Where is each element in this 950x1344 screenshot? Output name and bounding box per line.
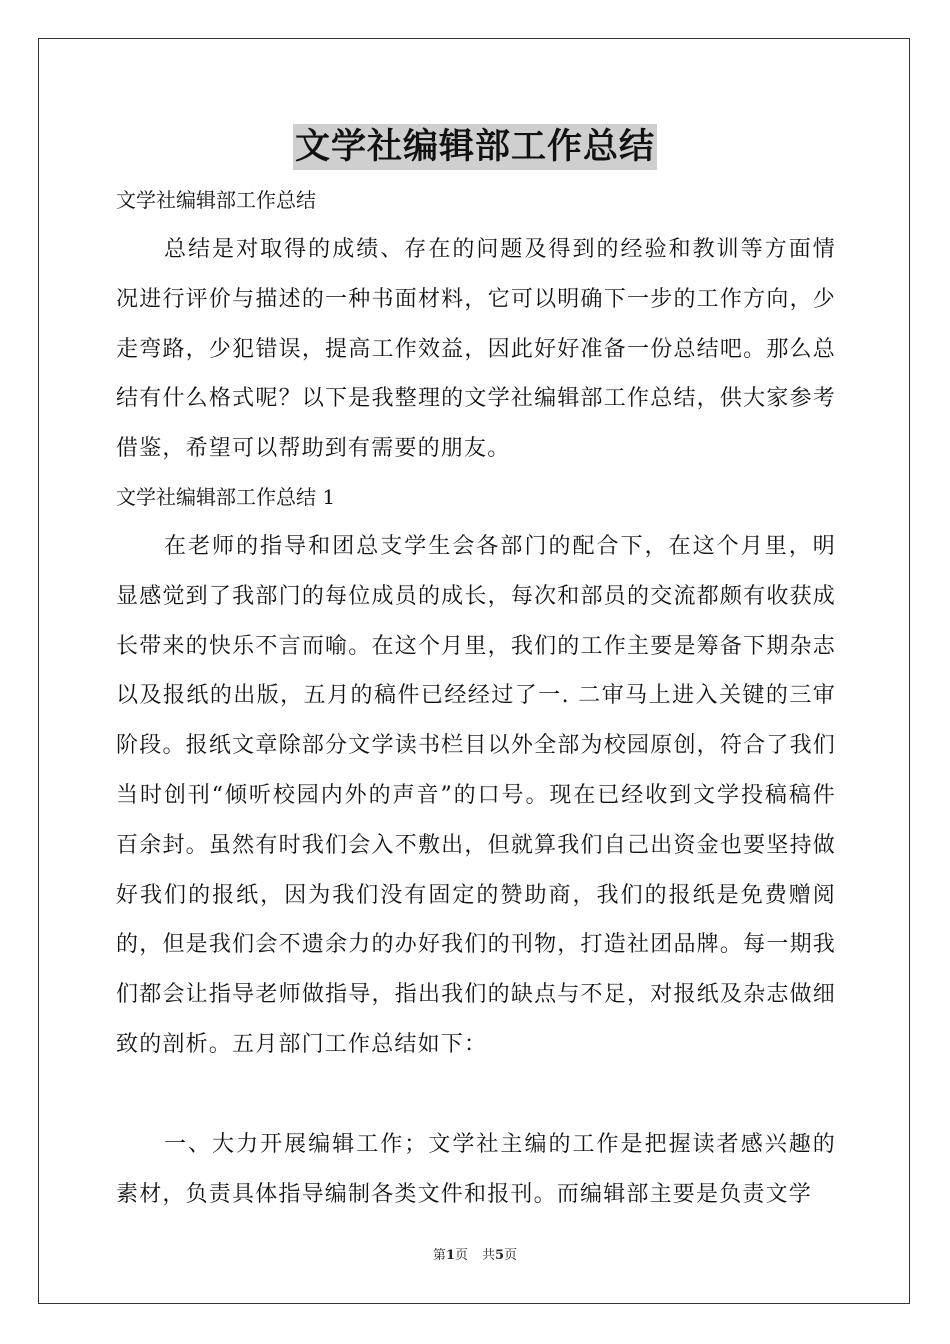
document-subtitle: 文学社编辑部工作总结 [116,188,316,212]
page-footer [0,1244,950,1263]
title-container [0,124,950,170]
section-heading: 文学社编辑部工作总结 1 [116,485,336,509]
page-current: 1 [445,1248,455,1263]
document-body [116,178,836,1220]
total-suffix: 页 [504,1248,518,1263]
page-suffix: 页 [454,1248,468,1263]
page-prefix: 第 [432,1248,446,1263]
total-prefix: 共 [482,1248,496,1263]
document-title: 文学社编辑部工作总结 [293,124,657,170]
page-total: 5 [495,1248,505,1263]
list-item-paragraph: 一、大力开展编辑工作；文学社主编的工作是把握读者感兴趣的素材，负责具体指导编制各类文件和报刊。而编辑部主要是负责文学 [116,1132,836,1207]
body-paragraph: 在老师的指导和团总支学生会各部门的配合下，在这个月里，明显感觉到了我部门的每位成员的成长，每次和部员的交流都颇有收获成长带来的快乐不言而喻。在这个月里，我们的工作主要是筹备下期杂志以及报纸的出版，五月的稿件已经经过了一. 二审马上进入关键的三审阶段。报纸文章除部分文学读书栏目以外全部为校园原创，符合了我们当时创刊“倾听校园内外的声音”的口号。现在已经收到文学投稿稿件百余封。虽然有时我们会入不敷出，但就算我们自己出资金也要坚持做好我们的报纸，因为我们没有固定的赞助商，我们的报纸是免费赠阅的，但是我们会不遗余力的办好我们的刊物，打造社团品牌。每一期我们都会让指导老师做指导，指出我们的缺点与不足，对报纸及杂志做细致的剖析。五月部门工作总结如下： [116,534,836,1057]
intro-paragraph: 总结是对取得的成绩、存在的问题及得到的经验和教训等方面情况进行评价与描述的一种书面材料，它可以明确下一步的工作方向，少走弯路，少犯错误，提高工作效益，因此好好准备一份总结吧。那么总结有什么格式呢？以下是我整理的文学社编辑部工作总结，供大家参考借鉴，希望可以帮助到有需要的朋友。 [116,237,836,462]
